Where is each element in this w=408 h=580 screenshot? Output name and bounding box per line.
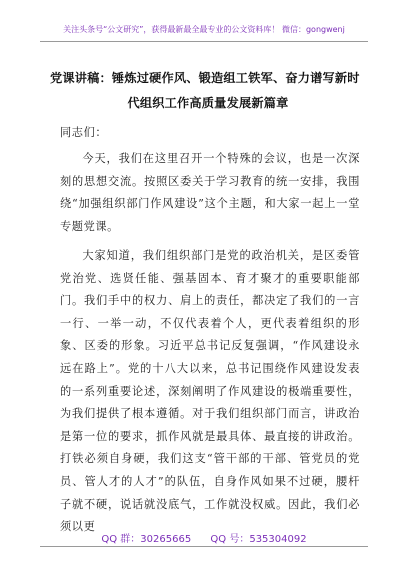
greeting: 同志们： [60,126,108,139]
document-title [50,66,366,116]
paragraph-1: 今天，我们在这里召开一个特殊的会议，也是一次深刻的思想交流。按照区委关于学习教育的统一安排，我围绕“加强组织部门作风建设”这个主题，和大家一起上一堂专题党课。 [60,152,360,233]
page-header: 关注头条号“公文研究”，获得最新最全最专业的公文资料库！ 微信：gongwenj [63,25,345,34]
title-line-2: 代组织工作高质量发展新篇章 [127,96,289,110]
title-line-1: 党课讲稿：锤炼过硬作风、锻造组工铁军、奋力谱写新时 [50,71,360,85]
qq-account-number: QQ 号：535304092 [210,534,307,545]
page-footer [0,530,408,545]
qq-group-number: QQ 群：30265665 [101,534,192,545]
paragraph-2: 大家知道，我们组织部门是党的政治机关，是区委管党治党、选贤任能、强基固本、育才聚才的重要职能部门。我们手中的权力、肩上的责任，都决定了我们的一言一行、一举一动，不仅代表着个人，更代表着组织的形象、区委的形象。习近平总书记反复强调，“作风建设永远在路上”。党的十八大以来，总书记围绕作风建设发表的一系列重要论述，深刻阐明了作风建设的极端重要性，为我们提供了根本遵循。对于我们组织部门而言，讲政治是第一位的要求，抓作风就是最具体、最直接的讲政治。打铁必须自身硬，我们这支“管干部的干部、管党员的党员、管人才的人才”的队伍，自身作风如果不过硬，腰杆子就不硬，说话就没底气，工作就没权威。因此，我们必须以更 [60,249,360,534]
header-divider [40,41,368,42]
footer-divider [40,546,368,547]
